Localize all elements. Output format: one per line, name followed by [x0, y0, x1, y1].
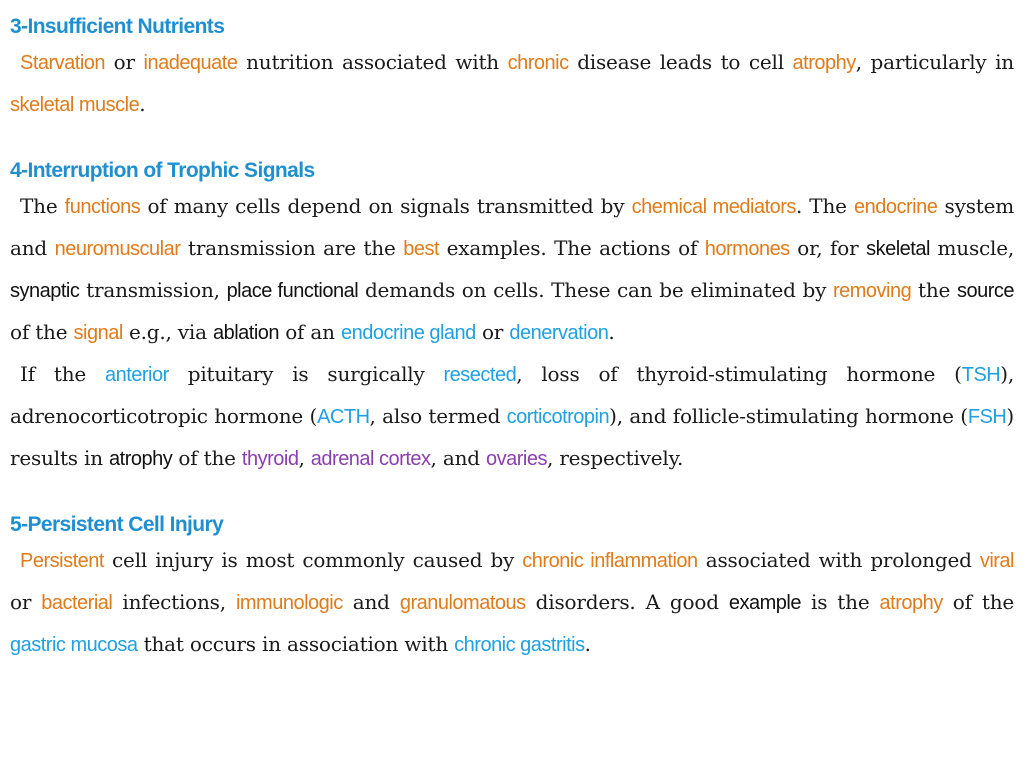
text-run: , loss of thyroid-stimulating hormone (	[516, 362, 962, 386]
text-run: . The	[795, 194, 854, 218]
text-run: .	[608, 320, 615, 344]
highlighted-term: chronic inflammation	[522, 550, 698, 572]
text-run: that occurs in association with	[137, 632, 455, 656]
highlighted-term: endocrine	[853, 196, 938, 218]
highlighted-term: atrophy	[109, 448, 173, 470]
highlighted-term: source	[956, 280, 1014, 302]
paragraph	[10, 186, 1014, 354]
paragraph	[10, 354, 1014, 480]
highlighted-term: chronic gastritis	[454, 634, 585, 656]
highlighted-term: signal	[73, 322, 123, 344]
highlighted-term: best	[403, 238, 440, 260]
highlighted-term: bacterial	[41, 592, 113, 614]
highlighted-term: atrophy	[792, 52, 856, 74]
text-run: disease leads to cell	[568, 50, 793, 74]
text-run: ), and follicle-stimulating hormone (	[609, 404, 968, 428]
highlighted-term: functions	[64, 196, 141, 218]
highlighted-term: anterior	[104, 364, 169, 386]
highlighted-term: Persistent	[20, 550, 104, 572]
highlighted-term: removing	[832, 280, 912, 302]
text-run: demands on cells. These can be eliminated by	[358, 278, 833, 302]
text-run: of an	[279, 320, 341, 344]
text-run: e.g., via	[122, 320, 213, 344]
text-run: or	[10, 590, 42, 614]
section-heading: 4-Interruption of Trophic Signals	[10, 159, 315, 182]
highlighted-term: gastric mucosa	[10, 634, 138, 656]
highlighted-term: denervation	[509, 322, 609, 344]
text-run: the	[911, 278, 957, 302]
text-run: ,	[298, 446, 311, 470]
highlighted-term: ACTH	[317, 406, 370, 428]
highlighted-term: place functional	[226, 280, 359, 302]
highlighted-term: adrenal cortex	[310, 448, 431, 470]
highlighted-term: corticotropin	[506, 406, 610, 428]
section-persistent-cell-injury	[10, 510, 1014, 666]
highlighted-term: endocrine gland	[340, 322, 476, 344]
text-run: transmission are the	[180, 236, 404, 260]
text-run: system and	[10, 194, 1015, 260]
highlighted-term: ovaries	[486, 448, 547, 470]
text-run: , respectively.	[547, 446, 684, 470]
highlighted-term: inadequate	[143, 52, 238, 74]
highlighted-term: atrophy	[879, 592, 943, 614]
highlighted-term: viral	[979, 550, 1014, 572]
text-run: ) results in	[10, 404, 1014, 470]
text-run: of the	[942, 590, 1015, 614]
text-run: .	[139, 92, 146, 116]
paragraph	[10, 42, 1014, 126]
highlighted-term: thyroid	[241, 448, 299, 470]
highlighted-term: ablation	[212, 322, 280, 344]
text-run: transmission,	[79, 278, 227, 302]
text-run: infections,	[112, 590, 236, 614]
text-run: associated with prolonged	[697, 548, 980, 572]
paragraph	[10, 540, 1014, 666]
text-run: , and	[430, 446, 487, 470]
text-run: disorders. A good	[525, 590, 729, 614]
text-run: examples. The actions of	[439, 236, 705, 260]
text-run: and	[342, 590, 400, 614]
highlighted-term: TSH	[961, 364, 1001, 386]
text-run: .	[584, 632, 591, 656]
section-interruption-of-trophic-signals	[10, 156, 1014, 480]
section-insufficient-nutrients	[10, 12, 1014, 126]
highlighted-term: immunologic	[235, 592, 343, 614]
highlighted-term: synaptic	[10, 280, 80, 302]
highlighted-term: Starvation	[20, 52, 106, 74]
highlighted-term: resected	[443, 364, 517, 386]
highlighted-term: neuromuscular	[54, 238, 181, 260]
text-run: pituitary is surgically	[168, 362, 444, 386]
text-run: muscle,	[929, 236, 1014, 260]
highlighted-term: chemical mediators	[631, 196, 796, 218]
text-run: If the	[20, 362, 105, 386]
text-run: of the	[10, 320, 74, 344]
text-run: or	[105, 50, 144, 74]
highlighted-term: skeletal muscle	[10, 94, 140, 116]
text-run: or, for	[789, 236, 867, 260]
highlighted-term: hormones	[704, 238, 790, 260]
highlighted-term: skeletal	[866, 238, 930, 260]
text-run: ), adrenocorticotropic hormone (	[10, 362, 1014, 428]
highlighted-term: granulomatous	[399, 592, 526, 614]
text-run: The	[20, 194, 65, 218]
highlighted-term: FSH	[967, 406, 1007, 428]
section-heading: 3-Insufficient Nutrients	[10, 15, 225, 38]
text-run: is the	[800, 590, 880, 614]
text-run: of many cells depend on signals transmitted by	[140, 194, 632, 218]
text-run: or	[475, 320, 510, 344]
text-run: nutrition associated with	[237, 50, 508, 74]
text-run: , particularly in	[855, 50, 1014, 74]
document-page	[10, 12, 1014, 666]
text-run: , also termed	[369, 404, 507, 428]
text-run: of the	[172, 446, 242, 470]
highlighted-term: chronic	[507, 52, 569, 74]
highlighted-term: example	[728, 592, 801, 614]
text-run: cell injury is most commonly caused by	[103, 548, 523, 572]
section-heading: 5-Persistent Cell Injury	[10, 513, 224, 536]
